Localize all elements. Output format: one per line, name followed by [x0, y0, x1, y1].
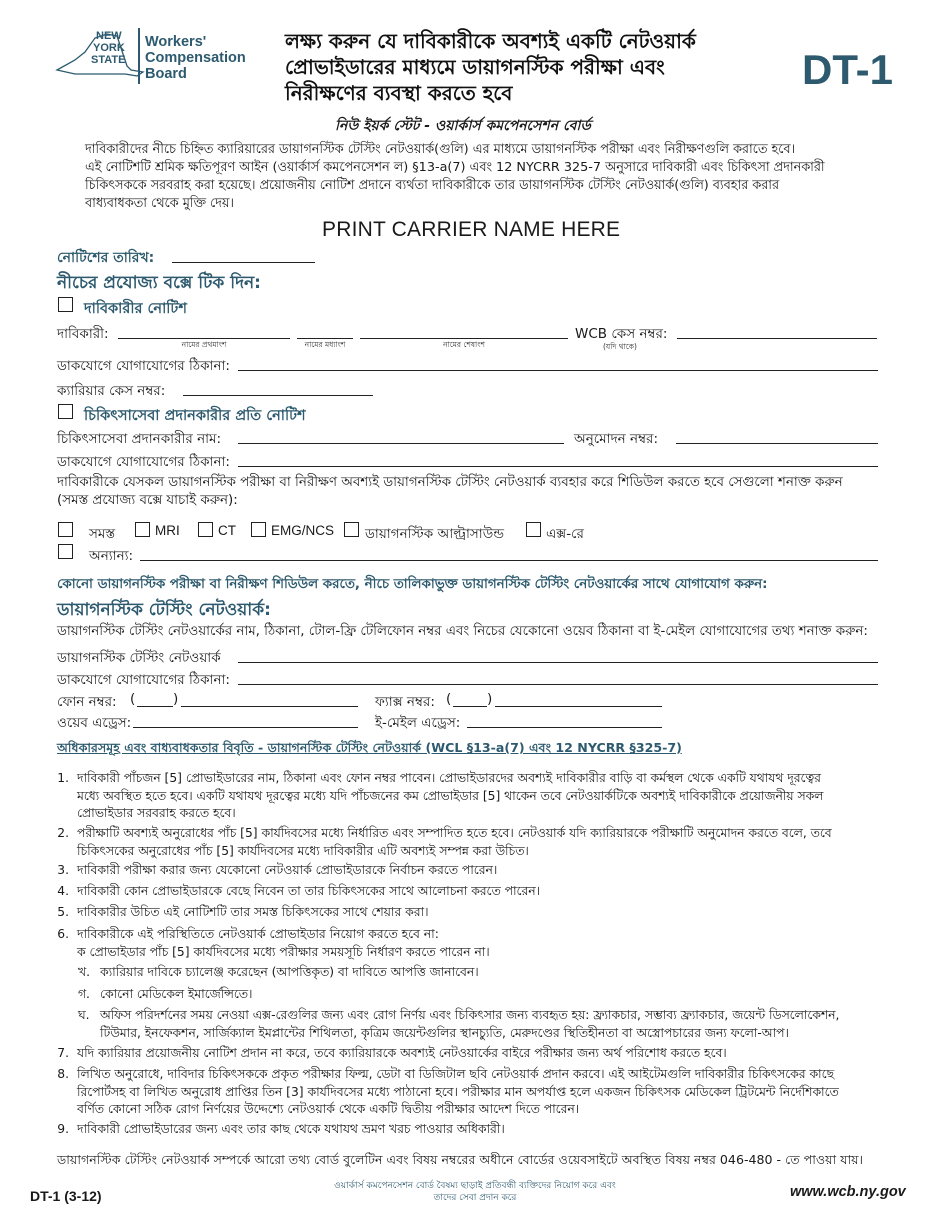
claimant-first-name-input[interactable] [118, 324, 290, 339]
phone-paren-open: ( [130, 691, 136, 707]
network-phone-label: ফোন নম্বর: [57, 694, 117, 710]
provider-name-label: চিকিৎসাসেবা প্রদানকারীর নাম: [57, 431, 222, 447]
provider-notice-checkbox[interactable] [58, 404, 73, 419]
test-other-label: অন্যান্য: [89, 548, 134, 564]
rights-item-line: দাবিকারী পরীক্ষা করার জন্য যেকোনো নেটওয়ার্ক প্রোভাইডারকে নির্বাচন করতে পারেন। [77, 863, 498, 877]
wcb-case-label: WCB কেস নম্বর: [575, 326, 668, 342]
network-instruction: ডায়াগনস্টিক টেস্টিং নেটওয়ার্কের নাম, ঠিকানা, টোল-ফ্রি টেলিফোন নম্বর এবং নিচের যেকোনো ওয়েব ঠিকানা বা ই-মেইল যোগাযোগের তথ্য শনাক্ত করুন: [57, 624, 868, 639]
notice-date-label: নোটিশের তারিখ: [57, 250, 155, 266]
rights-subitem-letter: ঘ. [78, 1008, 90, 1022]
logo-state: STATE [91, 54, 126, 66]
carrier-case-input[interactable] [183, 381, 373, 396]
rights-item-number: 7. [57, 1046, 69, 1060]
claimant-notice-checkbox[interactable] [58, 297, 73, 312]
logo-york: YORK [93, 42, 125, 54]
check-box-heading: নীচের প্রযোজ্য বক্সে টিক দিন: [57, 273, 261, 293]
rights-item-number: 6. [57, 927, 69, 941]
title-line-1: লক্ষ্য করুন যে দাবিকারীকে অবশ্যই একটি নেটওয়ার্ক [285, 29, 696, 53]
rights-item-line: লিখিত অনুরোধে, দাবিদার চিকিৎসককে প্রকৃত পরীক্ষার ফিল্ম, ডেটা বা ডিজিটাল ছবি নেটওয়ার্ক প্রদান করবে। এই আইটেমগুলি দাবিকারীর চিকিৎসকের কাছে [77, 1067, 835, 1081]
rights-item-line: দাবিকারী প্রোভাইডারের জন্য এবং তার কাছ থেকে যথাযথ ভ্রমণ খরচ পাওয়ার অধিকারী। [77, 1122, 505, 1136]
test-other-input[interactable] [140, 546, 878, 561]
rights-item-number: 1. [57, 771, 69, 785]
carrier-case-label: ক্যারিয়ার কেস নম্বর: [57, 383, 166, 399]
claimant-notice-heading: দাবিকারীর নোটিশ [84, 301, 187, 317]
logo-new: NEW [96, 30, 122, 42]
network-web-label: ওয়েব এড্রেস: [57, 715, 132, 731]
network-fax-label: ফ্যাক্স নম্বর: [375, 694, 435, 710]
logo-compensation: Compensation [145, 50, 246, 66]
rights-item-number: 3. [57, 863, 69, 877]
wcb-case-sublabel: (যদি থাকে) [603, 342, 637, 351]
test-mri-checkbox[interactable] [135, 522, 150, 537]
first-name-sublabel: নামের প্রথমাংশ [181, 340, 227, 349]
logo-divider [138, 28, 140, 84]
rights-subitem-line: টিউমার, ইনফেকশন, সার্জিক্যাল ইমপ্লান্টের শিথিলতা, কৃত্রিম জয়েন্টগুলির স্থানচ্যুতি, মেরুদণ্ডের স্থিতিহীনতা বা অস্ত্রোপচারের জন্য ফলো-আপ। [100, 1025, 789, 1040]
rights-item-line: ক প্রোভাইডার পাঁচ [5] কার্যদিবসের মধ্যে পরীক্ষার সময়সূচি নির্ধারণ করতে পারেন না। [77, 944, 490, 959]
provider-address-input[interactable] [238, 452, 878, 467]
test-xray-checkbox[interactable] [526, 522, 541, 537]
network-email-input[interactable] [467, 713, 662, 728]
rights-item-line: দাবিকারী পাঁচজন [5] প্রোভাইডারের নাম, ঠিকানা এবং ফোন নম্বর পাবেন। প্রোভাইডারদের অবশ্যই দাবিকারীর বাড়ি বা কর্মস্থল থেকে একটি যথাযথ দূরত্বের [77, 771, 821, 785]
fax-paren-close: ) [487, 691, 493, 707]
rights-item-number: 8. [57, 1067, 69, 1081]
claimant-last-name-input[interactable] [360, 324, 568, 339]
phone-area-code-input[interactable] [137, 692, 173, 707]
test-other-checkbox[interactable] [58, 544, 73, 559]
nys-logo [55, 28, 255, 88]
network-address-input[interactable] [238, 670, 878, 685]
intro-line-2: এই নোটিশটি শ্রমিক ক্ষতিপূরণ আইন (ওয়ার্কার্স কমপেনসেশন ল) §13-a(7) এবং 12 NYCRR 325-7 অনুসারে দাবিকারী এবং চিকিৎসা প্রদানকারী [85, 160, 825, 175]
website-link[interactable]: www.wcb.ny.gov [790, 1184, 906, 1200]
title-line-3: নিরীক্ষণের ব্যবস্থা করতে হবে [285, 81, 513, 105]
intro-paragraph [85, 141, 905, 213]
rights-item-line: দাবিকারী কোন প্রোভাইডারকে বেছে নিবেন তা তার চিকিৎসকের সাথে আলোচনা করতে পারেন। [77, 884, 540, 898]
middle-name-sublabel: নামের মধ্যাংশ [304, 340, 346, 349]
rights-heading: অধিকারসমূহ এবং বাধ্যবাধকতার বিবৃতি - ডায়াগনস্টিক টেস্টিং নেটওয়ার্ক (WCL §13-a(7) এবং 12 NYCRR §325-7) [57, 740, 682, 755]
rights-subitem-letter: খ. [78, 965, 90, 979]
nondiscrimination-notice [275, 1180, 675, 1204]
phone-number-input[interactable] [181, 692, 358, 707]
form-code: DT-1 [802, 46, 894, 93]
network-name-label: ডায়াগনস্টিক টেস্টিং নেটওয়ার্ক [57, 650, 221, 666]
test-all-checkbox[interactable] [58, 522, 73, 537]
title-line-2: প্রোভাইডারের মাধ্যমে ডায়াগনস্টিক পরীক্ষা এবং [285, 55, 665, 79]
rights-item-line: পরীক্ষাটি অবশ্যই অনুরোধের পাঁচ [5] কার্যদিবসের মধ্যে নির্ধারিত এবং সম্পাদিত হতে হবে। নেটওয়ার্ক যদি ক্যারিয়ারকে পরীক্ষাটি অনুমোদন করতে বলে, তবে [77, 826, 832, 840]
rights-item-number: 5. [57, 905, 69, 919]
logo-board: Board [145, 66, 187, 82]
form-revision: DT-1 (3-12) [30, 1188, 102, 1204]
authorization-input[interactable] [676, 429, 878, 444]
rights-subitem-line: ক্যারিয়ার দাবিকে চ্যালেঞ্জ করেছেন (আপত্তিকৃত) বা দাবিতে আপত্তি জানাবেন। [100, 965, 479, 979]
rights-item-line: যদি ক্যারিয়ার প্রয়োজনীয় নোটিশ প্রদান না করে, তবে ক্যারিয়ারকে অবশ্যই নেটওয়ার্কের বাইরে পরীক্ষার জন্য অর্থ পরিশোধ করতে হবে। [77, 1046, 727, 1060]
rights-item-line: প্রোভাইডার সরবরাহ করতে হবে। [77, 806, 236, 820]
network-heading: ডায়াগনস্টিক টেস্টিং নেটওয়ার্ক: [57, 600, 271, 620]
notice-line-2: তাদের সেবা প্রদান করে [433, 1193, 517, 1203]
tests-instruction [57, 474, 907, 510]
fax-area-code-input[interactable] [453, 692, 487, 707]
intro-line-1: দাবিকারীদের নীচে চিহ্নিত ক্যারিয়ারের ডায়াগনস্টিক টেস্টিং নেটওয়ার্ক(গুলি) এর মাধ্যমে ডায়াগনস্টিক পরীক্ষা এবং নিরীক্ষণগুলি করাতে হবে। [85, 142, 796, 157]
rights-subitem-line: কোনো মেডিকেল ইমার্জেন্সিতে। [100, 987, 253, 1001]
rights-item-line: রিপোর্টসহ বা লিখিত অনুরোধ প্রাপ্তির তিন [3] কার্যদিবসের মধ্যে পাঠানো হবে। পরীক্ষার মান অপর্যাপ্ত হলে একজন চিকিৎসক মেডিকেল ট্রিটমেন্ট নির্দেশিকাতে [77, 1084, 839, 1099]
form-title [285, 28, 775, 106]
rights-item-line: দাবিকারীকে এই পরিস্থিতিতে নেটওয়ার্ক প্রোভাইডার নিয়োগ করতে হবে না: [77, 927, 439, 941]
tests-instruction-line-2: (সমস্ত প্রযোজ্য বক্সে যাচাই করুন): [57, 493, 238, 508]
provider-name-input[interactable] [238, 429, 564, 444]
test-ct-checkbox[interactable] [198, 522, 213, 537]
rights-item-number: 4. [57, 884, 69, 898]
rights-subitem-letter: গ. [78, 987, 90, 1001]
test-ultrasound-checkbox[interactable] [344, 522, 359, 537]
phone-paren-close: ) [173, 691, 179, 707]
fax-number-input[interactable] [495, 692, 662, 707]
last-name-sublabel: নামের শেষাংশ [443, 340, 485, 349]
tests-instruction-line-1: দাবিকারীকে যেসকল ডায়াগনস্টিক পরীক্ষা বা নিরীক্ষণ অবশ্যই ডায়াগনস্টিক টেস্টিং নেটওয়ার্ক ব্যবহার করে শিডিউল করতে হবে সেগুলো শনাক্ত করুন [57, 475, 843, 490]
test-mri-label: MRI [155, 523, 180, 538]
intro-line-3: চিকিৎসককে সরবরাহ করা হয়েছে। প্রয়োজনীয় নোটিশ প্রদানে ব্যর্থতা দাবিকারীকে তার ডায়াগনস্টিক টেস্টিং নেটওয়ার্ক(গুলি) ব্যবহার করার [85, 178, 780, 193]
provider-address-label: ডাকযোগে যোগাযোগের ঠিকানা: [57, 454, 230, 470]
claimant-label: দাবিকারী: [57, 326, 109, 342]
more-info-text: ডায়াগনস্টিক টেস্টিং নেটওয়ার্ক সম্পর্কে আরো তথ্য বোর্ড বুলেটিন এবং বিষয় নম্বরের অধীনে বোর্ডের ওয়েবসাইটে অবস্থিত বিষয় নম্বর 046-480 - তে পাওয়া যায়। [57, 1152, 864, 1167]
claimant-middle-name-input[interactable] [297, 324, 353, 339]
form-subtitle: নিউ ইয়র্ক স্টেট - ওয়ার্কার্স কমপেনসেশন বোর্ড [335, 118, 591, 134]
network-address-label: ডাকযোগে যোগাযোগের ঠিকানা: [57, 672, 230, 688]
rights-item-line: বর্ণিত কোনো সঠিক রোগ নির্ণয়ের উদ্দেশ্যে নেটওয়ার্ক থেকে একটি দ্বিতীয় পরীক্ষার আদেশ দিতে পারেন। [77, 1102, 580, 1116]
rights-item-number: 9. [57, 1122, 69, 1136]
authorization-label: অনুমোদন নম্বর: [574, 431, 659, 447]
rights-item-number: 2. [57, 826, 69, 840]
test-emg-checkbox[interactable] [251, 522, 266, 537]
notice-line-1: ওয়ার্কার্স কমপেনসেশন বোর্ড বৈষম্য ছাড়াই প্রতিবন্ধী ব্যক্তিদের নিয়োগ করে এবং [334, 1181, 616, 1191]
test-ultrasound-label: ডায়াগনস্টিক আল্ট্রাসাউন্ড [365, 526, 505, 542]
claimant-address-input[interactable] [238, 356, 878, 371]
carrier-name-field[interactable]: PRINT CARRIER NAME HERE [322, 218, 621, 241]
test-emg-label: EMG/NCS [271, 523, 335, 538]
rights-item-line: চিকিৎসকের অনুরোধের পাঁচ [5] কার্যদিবসের মধ্যে দাবিকারীর এটি অবশ্যই সম্পন্ন করা উচিত। [77, 843, 529, 858]
logo-workers: Workers' [145, 34, 207, 50]
network-web-input[interactable] [133, 713, 358, 728]
provider-notice-heading: চিকিৎসাসেবা প্রদানকারীর প্রতি নোটিশ [84, 408, 306, 424]
rights-item-line: দাবিকারীর উচিত এই নোটিশটি তার সমস্ত চিকিৎসকের সাথে শেয়ার করা। [77, 905, 429, 919]
rights-item-line: মধ্যে অবস্থিত হতে হবে। একটি যথাযথ দূরত্বের মধ্যে যদি পাঁচজনের কম প্রোভাইডার [5] থাকেন তবে নেটওয়ার্কটিকে অবশ্যই দাবিকারীকে প্রয়োজনীয় সকল [77, 788, 824, 803]
network-contact-heading: কোনো ডায়াগনস্টিক পরীক্ষা বা নিরীক্ষণ শিডিউল করতে, নীচে তালিকাভুক্ত ডায়াগনস্টিক টেস্টিং নেটওয়ার্কের সাথে যোগাযোগ করুন: [57, 577, 768, 592]
fax-paren-open: ( [446, 691, 452, 707]
test-xray-label: এক্স-রে [546, 526, 584, 542]
network-email-label: ই-মেইল এড্রেস: [375, 715, 461, 731]
wcb-case-input[interactable] [677, 324, 877, 339]
intro-line-4: বাধ্যবাধকতা থেকে মুক্তি দেয়। [85, 196, 234, 211]
claimant-address-label: ডাকযোগে যোগাযোগের ঠিকানা: [57, 358, 230, 374]
test-ct-label: CT [218, 523, 236, 538]
notice-date-input[interactable] [172, 248, 315, 263]
test-all-label: সমস্ত [89, 526, 116, 542]
network-name-input[interactable] [238, 648, 878, 663]
rights-subitem-line: অফিস পরিদর্শনের সময় নেওয়া এক্স-রেগুলির জন্য এবং রোগ নির্ণয় এবং চিকিৎসার জন্য ব্যবহৃত হয়: ফ্র্যাকচার, সম্ভাব্য ফ্র্যাকচার, জয়েন্ট ডিসলোকেশন, [100, 1008, 840, 1022]
